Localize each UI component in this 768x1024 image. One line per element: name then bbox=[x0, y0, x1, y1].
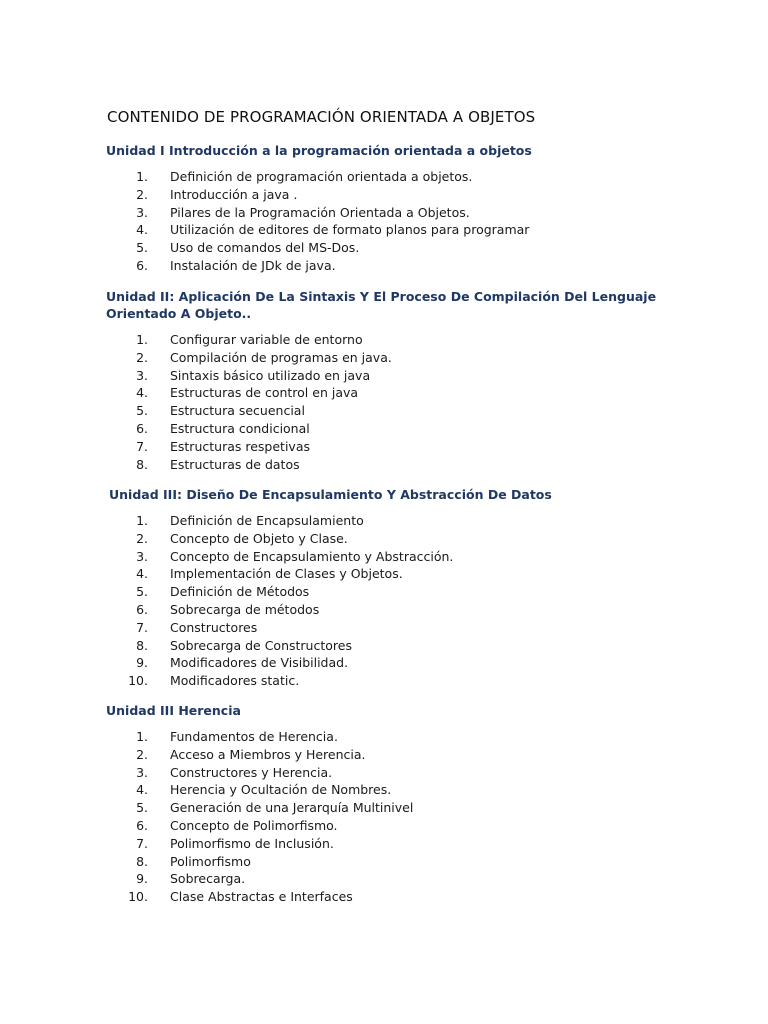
unit-section-3 bbox=[109, 486, 709, 690]
item-number: 1. bbox=[136, 513, 148, 528]
item-text: Modificadores de Visibilidad. bbox=[170, 655, 349, 671]
item-text: Utilización de editores de formato planos para programar bbox=[170, 222, 530, 238]
list-item bbox=[106, 853, 706, 871]
item-text: Estructura condicional bbox=[170, 420, 310, 436]
list-item bbox=[106, 817, 706, 835]
item-text: Concepto de Encapsulamiento y Abstracción. bbox=[170, 548, 454, 564]
list-item bbox=[106, 438, 706, 456]
item-number: 3. bbox=[136, 204, 148, 220]
item-number: 9. bbox=[136, 871, 148, 887]
item-text: Sobrecarga de Constructores bbox=[170, 637, 352, 653]
item-text: Instalación de JDk de java. bbox=[170, 257, 336, 273]
list-item bbox=[106, 168, 706, 186]
unit-heading: Unidad III: Diseño De Encapsulamiento Y Abstracción De Datos bbox=[109, 487, 552, 502]
item-number: 7. bbox=[136, 619, 148, 635]
item-text: Estructuras de control en java bbox=[170, 385, 359, 401]
item-number: 1. bbox=[136, 332, 148, 347]
list-item bbox=[106, 746, 706, 764]
item-text: Clase Abstractas e Interfaces bbox=[170, 889, 353, 905]
list-item bbox=[106, 420, 706, 438]
item-number: 5. bbox=[136, 240, 148, 256]
list-item bbox=[106, 799, 706, 817]
item-number: 6. bbox=[136, 601, 148, 617]
item-number: 6. bbox=[136, 257, 148, 273]
list-item bbox=[106, 349, 706, 367]
item-number: 3. bbox=[136, 367, 148, 383]
item-number: 2. bbox=[136, 349, 148, 365]
unit-heading: Unidad III Herencia bbox=[106, 703, 241, 718]
list-item bbox=[106, 331, 706, 349]
list-item bbox=[106, 530, 709, 548]
item-text: Fundamentos de Herencia. bbox=[170, 729, 338, 744]
list-item bbox=[106, 548, 709, 566]
item-number: 7. bbox=[136, 835, 148, 851]
unit-section-4 bbox=[106, 702, 706, 906]
item-number: 7. bbox=[136, 438, 148, 454]
item-text: Compilación de programas en java. bbox=[170, 349, 392, 365]
item-number: 1. bbox=[136, 729, 148, 744]
list-item bbox=[106, 672, 709, 690]
item-number: 2. bbox=[136, 186, 148, 202]
unit-heading: Unidad II: Aplicación De La Sintaxis Y El Proceso De Compilación Del Lenguaje Orientado A Objeto.. bbox=[106, 289, 657, 321]
item-text: Herencia y Ocultación de Nombres. bbox=[170, 782, 392, 798]
list-item bbox=[106, 654, 709, 672]
document-title: CONTENIDO DE PROGRAMACIÓN ORIENTADA A OBJETOS bbox=[107, 108, 536, 126]
item-text: Definición de Métodos bbox=[170, 584, 310, 600]
item-text: Constructores y Herencia. bbox=[170, 764, 333, 780]
item-number: 9. bbox=[136, 655, 148, 671]
list-item bbox=[106, 565, 709, 583]
item-text: Concepto de Objeto y Clase. bbox=[170, 530, 348, 546]
item-text: Introducción a java . bbox=[170, 186, 298, 202]
item-number: 8. bbox=[136, 853, 148, 869]
item-text: Polimorfismo bbox=[170, 853, 251, 869]
unit-section-1 bbox=[106, 142, 706, 275]
item-number: 5. bbox=[136, 403, 148, 419]
list-item bbox=[106, 512, 709, 530]
list-item bbox=[106, 583, 709, 601]
item-number: 3. bbox=[136, 548, 148, 564]
item-number: 6. bbox=[136, 420, 148, 436]
list-item bbox=[106, 870, 706, 888]
item-number: 2. bbox=[136, 530, 148, 546]
item-text: Sobrecarga. bbox=[170, 871, 246, 887]
list-item bbox=[106, 257, 706, 275]
item-text: Acceso a Miembros y Herencia. bbox=[170, 746, 366, 762]
list-item bbox=[106, 619, 709, 637]
item-text: Definición de programación orientada a objetos. bbox=[170, 169, 473, 184]
item-number: 4. bbox=[136, 222, 148, 238]
list-item bbox=[106, 186, 706, 204]
topic-list bbox=[106, 728, 706, 906]
item-number: 2. bbox=[136, 746, 148, 762]
topic-list bbox=[106, 168, 706, 275]
topic-list bbox=[106, 512, 709, 690]
item-text: Concepto de Polimorfismo. bbox=[170, 817, 338, 833]
list-item bbox=[106, 367, 706, 385]
item-text: Sintaxis básico utilizado en java bbox=[170, 367, 371, 383]
list-item bbox=[106, 728, 706, 746]
item-text: Generación de una Jerarquía Multinivel bbox=[170, 800, 414, 816]
item-text: Estructuras de datos bbox=[170, 456, 300, 472]
list-item bbox=[106, 764, 706, 782]
item-number: 8. bbox=[136, 637, 148, 653]
item-number: 1. bbox=[136, 169, 148, 184]
item-number: 6. bbox=[136, 817, 148, 833]
list-item bbox=[106, 835, 706, 853]
item-number: 4. bbox=[136, 566, 148, 582]
item-text: Estructuras respetivas bbox=[170, 438, 310, 454]
topic-list bbox=[106, 331, 706, 473]
item-text: Implementación de Clases y Objetos. bbox=[170, 566, 403, 582]
item-text: Configurar variable de entorno bbox=[170, 332, 363, 347]
item-text: Polimorfismo de Inclusión. bbox=[170, 835, 334, 851]
list-item bbox=[106, 239, 706, 257]
list-item bbox=[106, 601, 709, 619]
list-item bbox=[106, 781, 706, 799]
item-number: 3. bbox=[136, 764, 148, 780]
item-number: 10. bbox=[128, 673, 148, 689]
list-item bbox=[106, 456, 706, 474]
item-text: Modificadores static. bbox=[170, 673, 300, 689]
item-number: 4. bbox=[136, 782, 148, 798]
list-item bbox=[106, 637, 709, 655]
list-item bbox=[106, 204, 706, 222]
item-text: Sobrecarga de métodos bbox=[170, 601, 320, 617]
list-item bbox=[106, 384, 706, 402]
list-item bbox=[106, 221, 706, 239]
item-number: 8. bbox=[136, 456, 148, 472]
item-text: Estructura secuencial bbox=[170, 403, 305, 419]
item-text: Pilares de la Programación Orientada a Objetos. bbox=[170, 204, 470, 220]
item-text: Constructores bbox=[170, 619, 258, 635]
item-number: 4. bbox=[136, 385, 148, 401]
item-number: 10. bbox=[128, 889, 148, 905]
unit-section-2 bbox=[106, 288, 706, 473]
list-item bbox=[106, 402, 706, 420]
item-text: Uso de comandos del MS-Dos. bbox=[170, 240, 360, 256]
item-number: 5. bbox=[136, 584, 148, 600]
list-item bbox=[106, 888, 706, 906]
item-text: Definición de Encapsulamiento bbox=[170, 513, 364, 528]
item-number: 5. bbox=[136, 800, 148, 816]
unit-heading: Unidad I Introducción a la programación orientada a objetos bbox=[106, 143, 532, 158]
